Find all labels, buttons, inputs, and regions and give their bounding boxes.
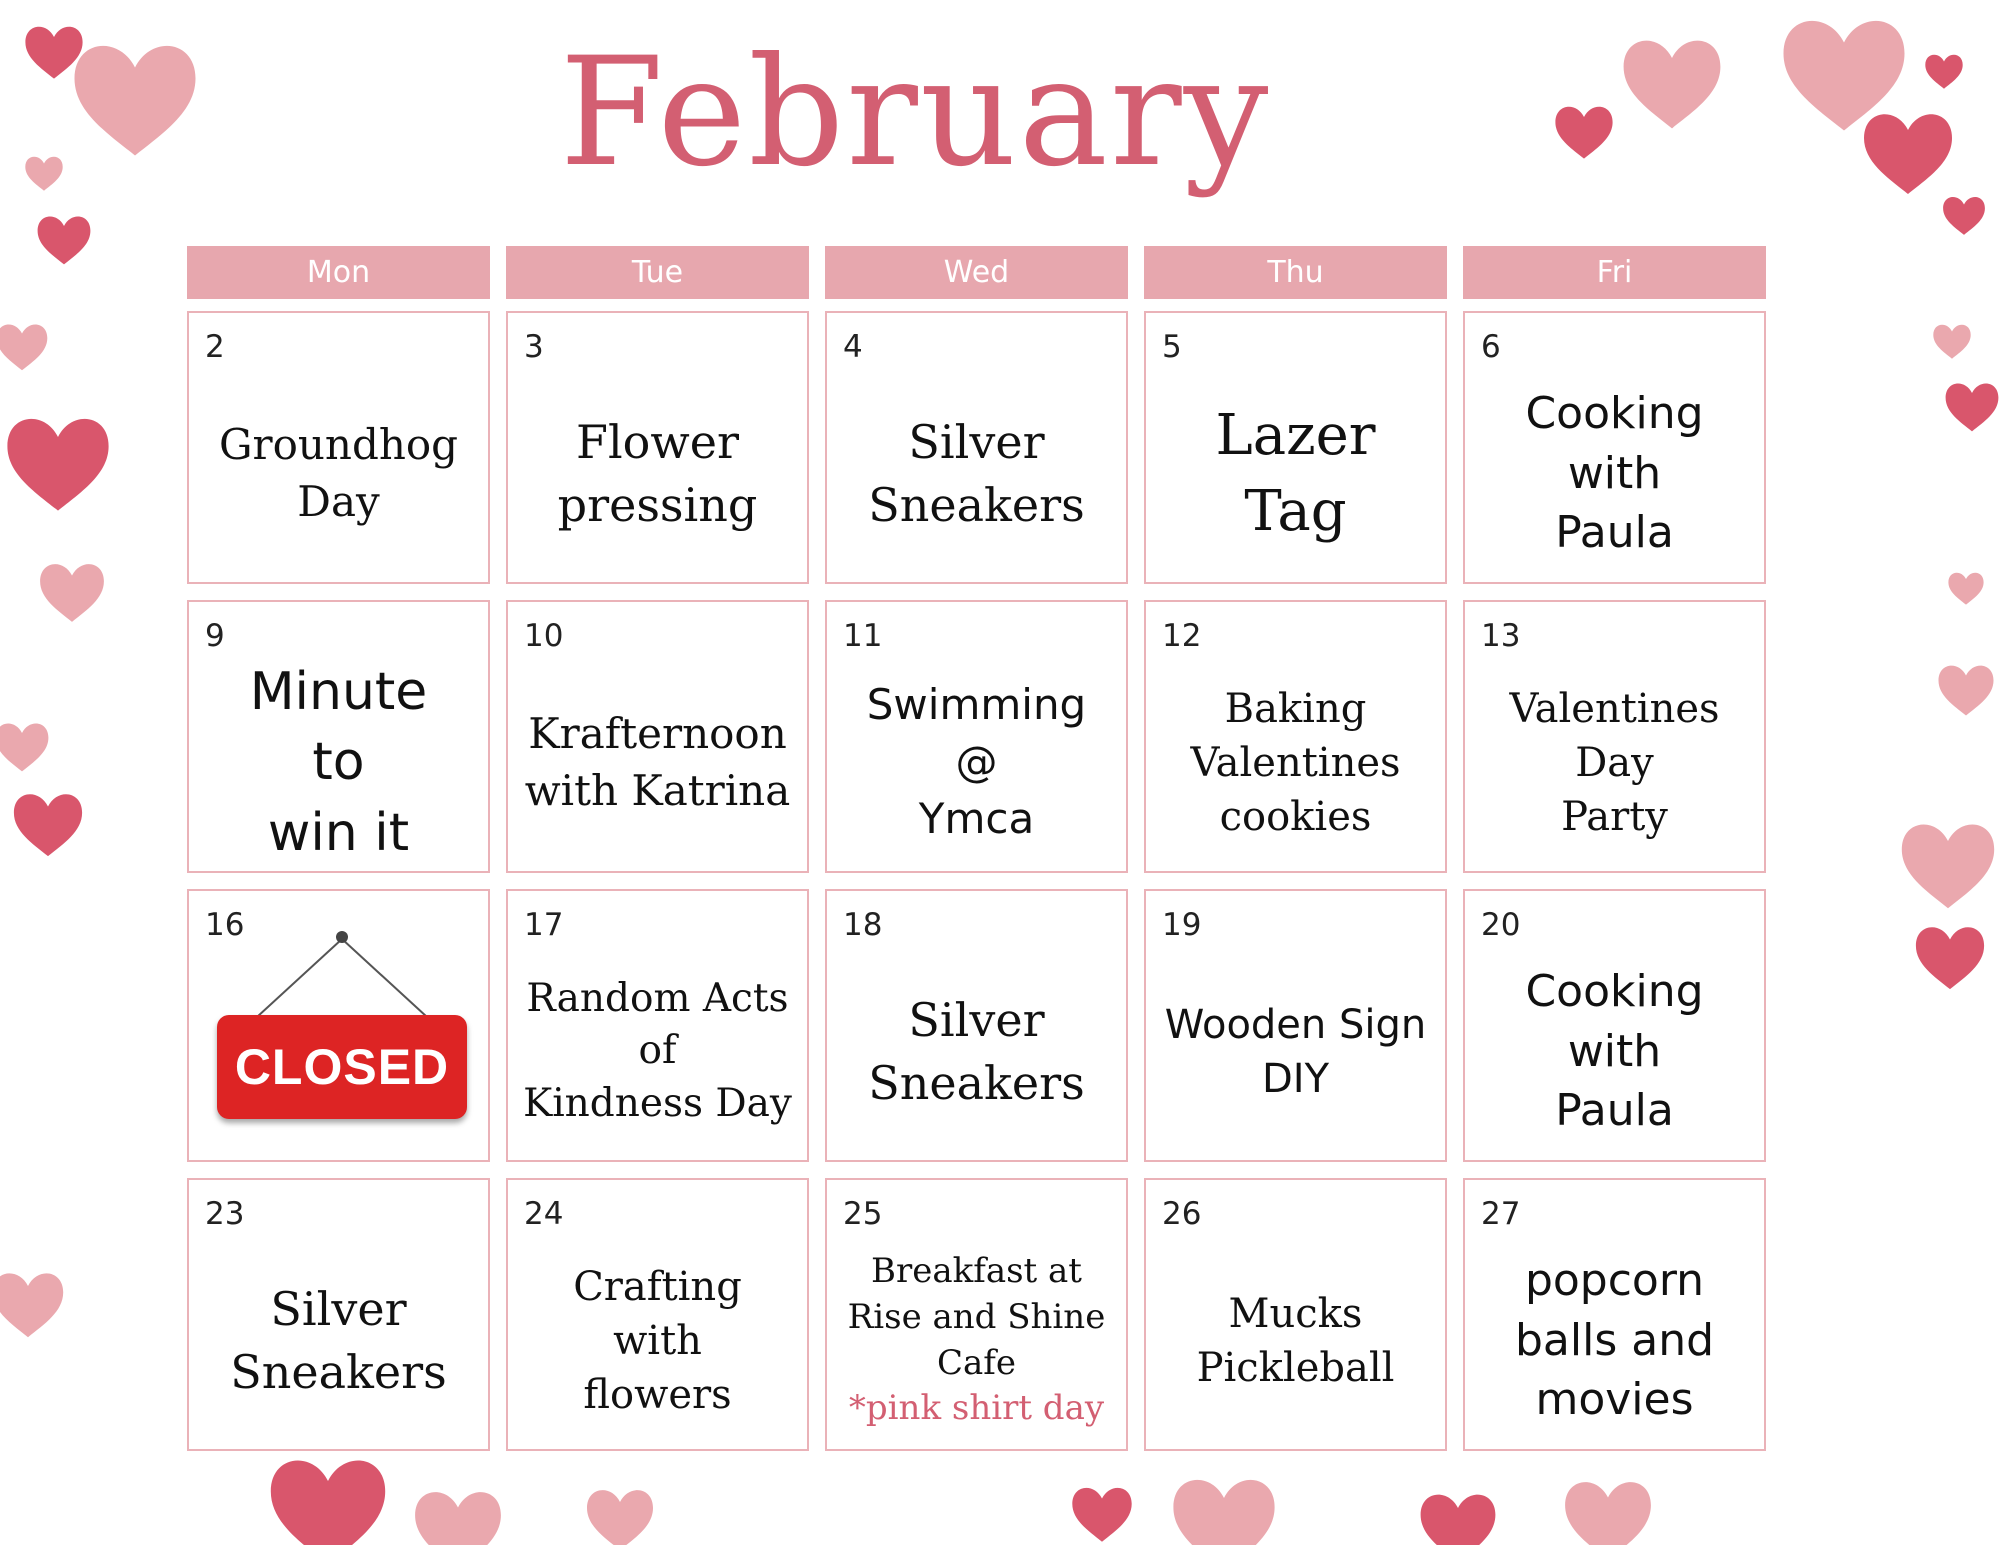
day-cell [187,311,490,584]
heart-icon [1173,1480,1274,1545]
day-number: 27 [1481,1196,1521,1232]
day-number: 17 [524,907,564,943]
event-label [518,1240,797,1441]
day-cell [1463,311,1766,584]
day-cell [506,600,809,873]
event-label [837,1240,1116,1441]
event-text: Silver Sneakers [230,1282,447,1399]
day-cell [825,600,1128,873]
day-cell [187,889,490,1162]
day-number: 6 [1481,329,1501,365]
day-cell [506,1178,809,1451]
day-number: 12 [1162,618,1202,654]
heart-icon [1943,197,1985,235]
day-number: 18 [843,907,883,943]
heart-icon [38,217,91,265]
heart-icon [415,1492,501,1545]
heart-icon [271,1461,385,1545]
day-number: 4 [843,329,863,365]
heart-icon [40,564,104,622]
event-label [837,951,1116,1152]
day-number: 9 [205,618,225,654]
event-label [1156,373,1435,574]
day-number: 10 [524,618,564,654]
event-text: Cooking with Paula [1525,388,1704,559]
day-number: 19 [1162,907,1202,943]
heart-icon [14,794,82,856]
event-label [1156,662,1435,863]
event-label [837,373,1116,574]
event-text: Valentines Day Party [1509,685,1720,840]
heart-icon [1939,666,1994,716]
event-text: Minute to win it [249,662,428,863]
day-number: 2 [205,329,225,365]
day-cell [825,311,1128,584]
heart-icon [0,1273,63,1337]
day-cell [1463,1178,1766,1451]
event-label [1475,373,1754,574]
day-number: 16 [205,907,245,943]
event-text: Silver Sneakers [868,993,1085,1110]
heart-icon [0,324,47,370]
day-cell [1463,600,1766,873]
day-number: 13 [1481,618,1521,654]
event-text: Lazer Tag [1215,402,1376,544]
calendar-weeks [187,311,1767,1451]
event-label [518,662,797,863]
day-number: 23 [205,1196,245,1232]
heart-icon [1864,114,1952,194]
day-cell [187,1178,490,1451]
event-label [1475,951,1754,1152]
heart-icon [1565,1482,1651,1545]
heart-icon [1902,824,1994,908]
day-cell [1144,1178,1447,1451]
heart-icon [1421,1495,1496,1545]
heart-icon [1916,927,1984,989]
day-number: 25 [843,1196,883,1232]
heart-icon [7,419,108,511]
weekday-header-mon: Mon [187,246,490,299]
heart-icon [587,1490,653,1545]
heart-icon [1072,1488,1131,1542]
month-title: February [559,26,1271,200]
weekday-header-tue: Tue [506,246,809,299]
heart-icon [1948,573,1983,605]
event-text: Random Acts of Kindness Day [523,975,792,1126]
event-text: Swimming @ Ymca [866,680,1087,843]
day-cell [1144,600,1447,873]
closed-label: CLOSED [217,1015,467,1119]
heart-icon [1933,325,1970,359]
day-number: 11 [843,618,883,654]
event-label [1156,1240,1435,1441]
event-text: Mucks Pickleball [1196,1290,1395,1391]
day-cell [506,311,809,584]
event-text: Groundhog Day [218,419,459,526]
day-number: 24 [524,1196,564,1232]
event-text: Baking Valentines cookies [1190,685,1401,840]
day-number: 26 [1162,1196,1202,1232]
day-number: 20 [1481,907,1521,943]
day-cell [1144,311,1447,584]
calendar-grid [187,246,1767,1451]
event-text: Cooking with Paula [1525,966,1704,1137]
day-cell [187,600,490,873]
weekday-header-fri: Fri [1463,246,1766,299]
event-text: Wooden Sign DIY [1164,1001,1427,1102]
day-cell [825,1178,1128,1451]
weekday-header-thu: Thu [1144,246,1447,299]
event-text: Flower pressing [557,415,758,532]
event-note: *pink shirt day [848,1388,1105,1429]
event-label [1475,1240,1754,1441]
event-label [1156,951,1435,1152]
event-label [518,373,797,574]
hanging-string-icon [217,927,467,1027]
day-cell [506,889,809,1162]
event-label [199,662,478,863]
event-label [199,373,478,574]
weekday-header-wed: Wed [825,246,1128,299]
event-text: popcorn balls and movies [1514,1255,1715,1426]
heart-icon [1925,55,1962,89]
event-label [518,951,797,1152]
day-cell [1144,889,1447,1162]
event-label [837,662,1116,863]
weekday-header-row [187,246,1767,299]
heart-icon [0,724,48,772]
event-text: Silver Sneakers [868,415,1085,532]
closed-sign-icon [217,927,467,1127]
event-label [1475,662,1754,863]
day-cell [825,889,1128,1162]
event-text: Krafternoon with Katrina [524,708,791,815]
event-text: Breakfast at Rise and Shine Cafe [847,1250,1106,1383]
heart-icon [1946,384,1999,432]
day-number: 5 [1162,329,1182,365]
day-number: 3 [524,329,544,365]
event-label [199,1240,478,1441]
day-cell [1463,889,1766,1162]
event-text: Crafting with flowers [573,1263,742,1418]
